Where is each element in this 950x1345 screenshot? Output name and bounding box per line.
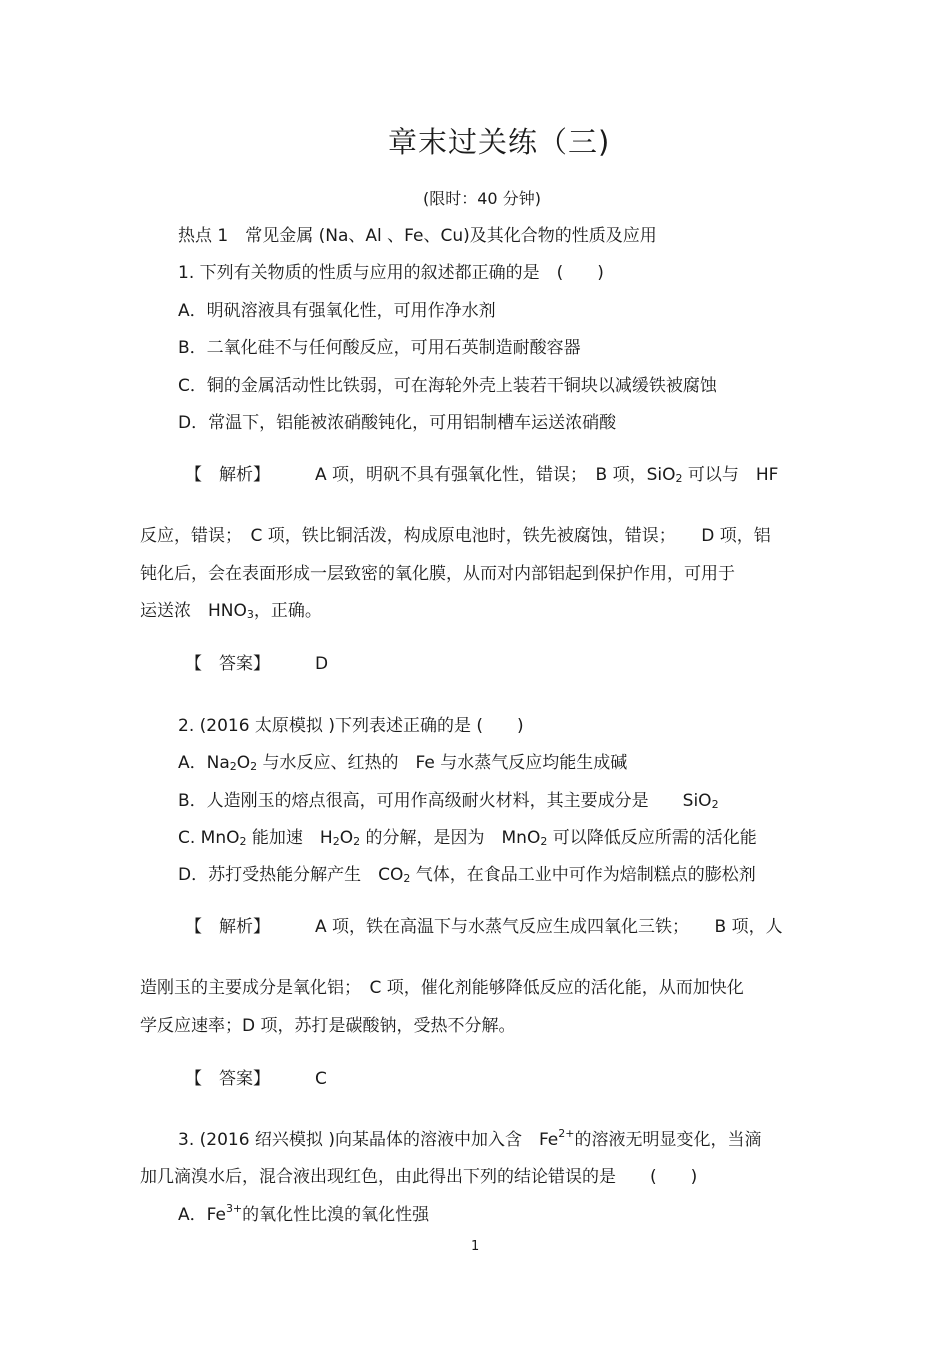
q1-option-d: D．常温下，铝能被浓硝酸钝化，可用铝制槽车运送浓硝酸	[178, 413, 617, 433]
q1-analysis-line4: 运送浓 $HNO_3$，正确。	[140, 601, 322, 621]
q2-option-c: C. MnO$_2$ 能加速 $H_2O_2$ 的分解，是因为 MnO$_2$ 可以降低反应所需的活化能	[178, 828, 757, 848]
page-number: 1	[471, 1239, 480, 1254]
q1-analysis-line3: 钝化后，会在表面形成一层致密的氧化膜，从而对内部铝起到保护作用，可用于	[140, 564, 735, 584]
q1-analysis-line2: 反应，错误； C 项，铁比铜活泼，构成原电池时，铁先被腐蚀，错误； D 项，铝	[140, 526, 771, 546]
q2-analysis-label: 【 解析】	[185, 917, 270, 937]
q1-answer: D	[315, 654, 329, 674]
q3-stem-line1: 3. (2016 绍兴模拟 )向某晶体的溶液中加入含 $Fe^{2+}$的溶液无明显变化，当滴	[178, 1127, 762, 1150]
q2-analysis-line2: 造刚玉的主要成分是氧化铝； C 项，催化剂能够降低反应的活化能，从而加快化	[140, 978, 744, 998]
q2-answer-label: 【 答案】	[185, 1069, 270, 1089]
q2-option-d: D．苏打受热能分解产生 $CO_2$ 气体，在食品工业中可作为焙制糕点的膨松剂	[178, 865, 756, 885]
q2-option-b: B．人造刚玉的熔点很高，可用作高级耐火材料，其主要成分是 SiO$_2$	[178, 791, 719, 811]
q1-option-b: B．二氧化硅不与任何酸反应，可用石英制造耐酸容器	[178, 338, 581, 358]
q3-stem-line2: 加几滴溴水后，混合液出现红色，由此得出下列的结论错误的是 ( )	[140, 1167, 698, 1187]
q1-option-a: A．明矾溶液具有强氧化性，可用作净水剂	[178, 301, 496, 321]
q3-option-a: A．$Fe^{3+}$的氧化性比溴的氧化性强	[178, 1202, 430, 1225]
hotspot-heading: 热点 1 常见金属 (Na、Al 、Fe、Cu)及其化合物的性质及应用	[178, 226, 657, 246]
q2-answer: C	[315, 1069, 327, 1089]
q1-option-c: C．铜的金属活动性比铁弱，可在海轮外壳上装若干铜块以减缓铁被腐蚀	[178, 376, 717, 396]
q2-analysis-line1: A 项，铁在高温下与水蒸气反应生成四氧化三铁； B 项，人	[315, 917, 783, 937]
q1-answer-label: 【 答案】	[185, 654, 270, 674]
q1-analysis-line1: A 项，明矾不具有强氧化性，错误； B 项，SiO$_2$ 可以与 HF	[315, 465, 779, 485]
q1-stem: 1. 下列有关物质的性质与应用的叙述都正确的是 ( )	[178, 263, 604, 283]
time-limit: (限时：40 分钟)	[423, 189, 541, 208]
q1-analysis-label: 【 解析】	[185, 465, 270, 485]
page-title: 章末过关练（三)	[388, 125, 611, 159]
q2-analysis-line3: 学反应速率；D 项，苏打是碳酸钠，受热不分解。	[140, 1016, 516, 1036]
q2-stem: 2. (2016 太原模拟 )下列表述正确的是 ( )	[178, 716, 524, 736]
q2-option-a: A．$Na_2O_2$ 与水反应、红热的 Fe 与水蒸气反应均能生成碱	[178, 753, 628, 773]
